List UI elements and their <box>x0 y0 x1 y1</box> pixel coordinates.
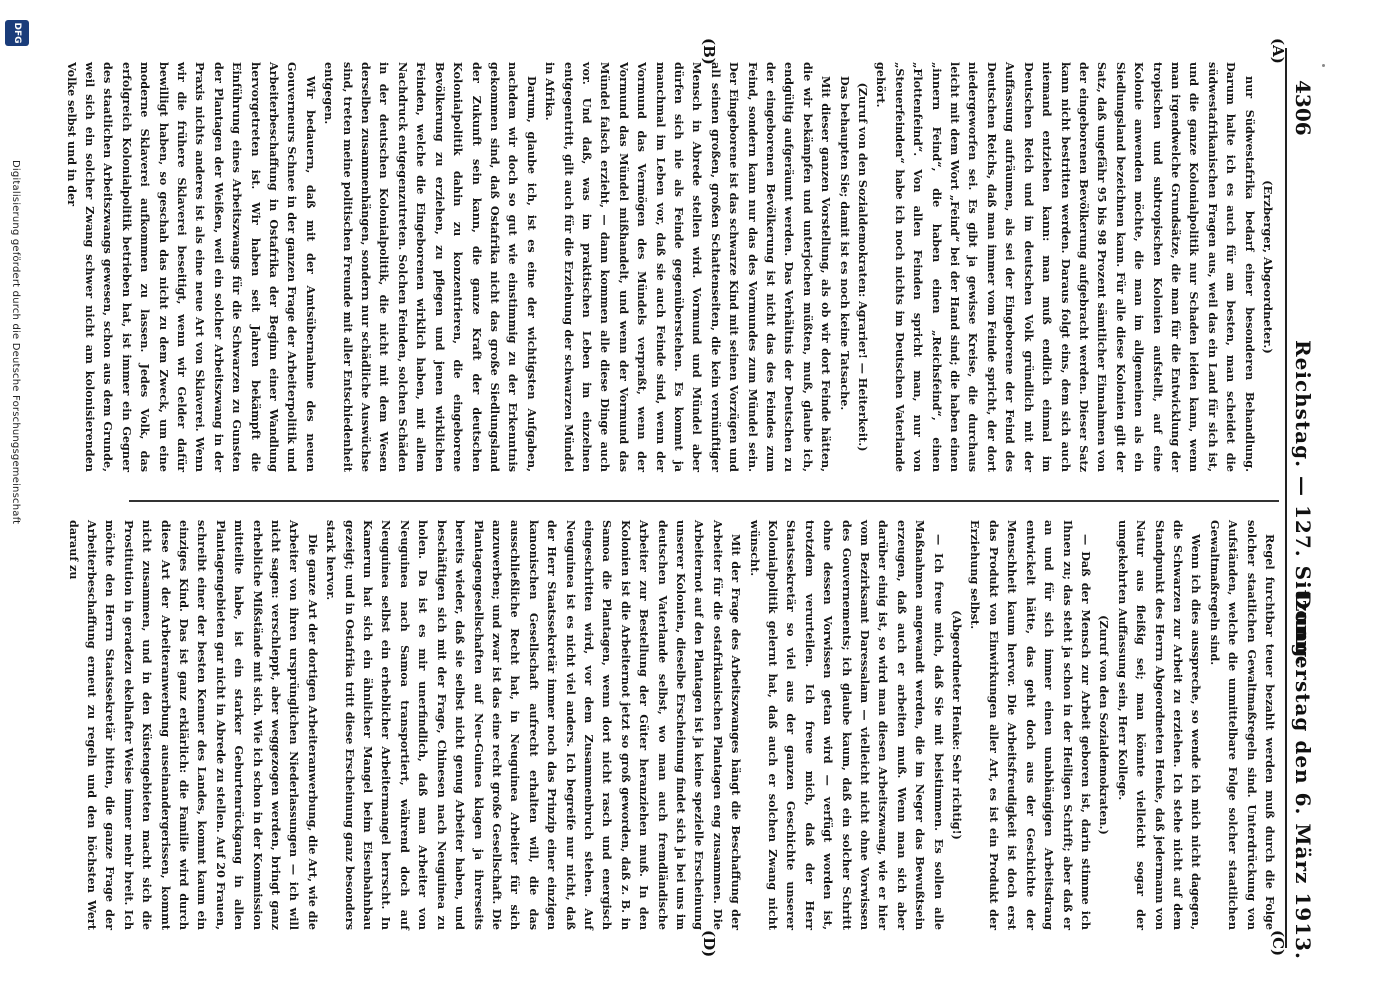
paragraph: Mit der Frage des Arbeitszwanges hängt die Beschaffung der Arbeiter für die ostafrikanischen Plantagen eng zusammen. Die Arbeiternot auf den Plantagen ist ja keine spezielle Erscheinung unserer Kolonien, dieselbe Erscheinung findet sich ja bei uns im deutschen Vaterlande selbst, wo man auch fremdländische Arbeiter zur Bestellung der Güter heranziehen muß. In den Kolonien ist die Arbeiternot jetzt so groß geworden, daß z. B. in Samoa die Plantagen, wenn dort nicht rasch und energisch eingeschritten wird, vor dem Zusammenbruch stehen. Auf Neuguinea ist es nicht viel anders. Ich begreife nur nicht, daß der Herr Staatssekretär immer noch das Prinzip einer einzigen kanonischen Gesellschaft aufrecht erhalten will, die das ausschließliche Recht hat, in Neuguinea Arbeiter für sich anzuwerben; und zwar ist das eine recht große Gesellschaft. Die Plantagengesellschaften auf Neu-Guinea klagen ja ihrerseits bereits wieder, daß sie selbst nicht genug Arbeiter haben, und beschäftigen sich mit der Frage, Chinesen nach Neuguinea zu holen. Da ist es mir unerfindlich, daß man Arbeiter von Neuguinea nach Samoa transportiert, während doch auf Neuguinea selbst ein erheblicher Arbeitermangel herrscht. In Kamerun hat sich ein ähnlicher Mangel beim Eisenbahnbau gezeigt; und in Ostafrika tritt diese Erscheinung ganz besonders stark hervor. <box>324 520 744 930</box>
digitization-credit: Digitalisierung gefördert durch die Deutsche Forschungsgemeinschaft <box>10 160 21 525</box>
margin-mark-b: (B) <box>700 38 718 65</box>
header-rule <box>1285 48 1287 948</box>
paragraph: Mit dieser ganzen Vorstellung, als ob wir dort Feinde hätten, die wir bekämpfen und unterjochen müßten, muß, glaube ich, endgültig aufgeräumt werden. Das Verhältnis der Deutschen zu der eingeborenen Bevölkerung ist nicht das des Feindes zum Feind, sondern kann nur das des Vormundes zum Mündel sein. Der Eingeborene ist das schwarze Kind mit seinen Vorzügen und all seinen großen, großen Schattenseiten, die kein vernünftiger Mensch in Abrede stellen wird. Vormund und Mündel aber dürfen sich nie als Feinde gegenüberstehen. Es kommt ja manchmal im Leben vor, daß sie auch Feinde sind, wenn der Vormund das Vermögen des Mündels verpraßt, wenn der Vormund das Mündel mißhandelt, und wenn der Vormund das Mündel falsch erzieht, — dann kommen alle diese Dinge auch vor. Und daß, was im praktischen Leben im einzelnen entgegentritt, gilt auch für die Erziehung der schwarzen Mündel in Afrika. <box>543 62 834 472</box>
margin-mark-d: (D) <box>700 930 718 958</box>
margin-mark-c: (C) <box>1269 930 1287 957</box>
page-header <box>1287 40 1323 960</box>
paragraph: — Daß der Mensch zur Arbeit geboren ist, darin stimme ich Ihnen zu; das steht ja schon in der Heiligen Schrift; aber daß er an und für sich immer einen unabhängigen Arbeitsdrang entwickelt hätte, das geht doch aus der Geschichte der Menschheit kaum hervor. Die Arbeitsfreudigkeit ist doch erst das Produkt von Einwirkungen aller Art, es ist ein Produkt der Erziehung selbst. <box>968 520 1093 930</box>
session-date: Donnerstag den 6. März 1913. <box>1291 591 1315 960</box>
paragraph: Die ganze Art der dortigen Arbeiteranwerbung, die Art, wie die Arbeiter von ihren ursprünglichen Niederlassungen — ich will nicht sagen: verschleppt, aber weggezogen werden, bringt ganz erhebliche Mißstände mit sich. Wie ich schon in der Kommission mitteilte habe, ist ein starker Geburtenrückgang in allen Plantagengebieten gar nicht in Abrede zu stellen. Auf 20 Frauen, schreibt einer der besten Kenner des Landes, kommt kaum ein einziges Kind. Das ist ganz erklärlich: die Familie wird durch diese Art der Arbeiteranwerbung auseinandergerissen, kommt nicht zusammen, und in den Küstengebieten macht sich die Prostitution in geradezu ekelhafter Weise immer mehr breit. Ich möchte den Herrn Staatssekretär bitten, die ganze Frage der Arbeiterbeschaffung erneut zu regeln und den höchsten Wert darauf zu <box>66 520 320 930</box>
dfg-logo: DFG <box>5 20 29 46</box>
paragraph: Das behaupten Sie; damit ist es noch keine Tatsache. <box>837 76 852 411</box>
right-column <box>66 520 1279 930</box>
paragraph: Darum, glaube ich, ist es eine der wichtigsten Aufgaben, nachdem wir doch so gut wie einstimmig zu der Erkenntnis gekommen sind, daß Ostafrika nicht das große Siedlungsland der Zukunft sein kann, die ganze Kraft der deutschen Kolonialpolitik dahin zu konzentrieren, die eingeborene Bevölkerung zu erziehen, zu pflegen und jenen wirklichen Feinden, welche die Eingeborenen wirklich haben, mit allem Nachdruck entgegenzutreten. Solchen Feinden, solchen Schäden in der deutschen Kolonialpolitik, die nicht mit dem Wesen derselben zusammenhängen, sondern nur schädliche Auswüchse sind, treten meine politischen Freunde mit aller Entschiedenheit entgegen. <box>322 62 539 472</box>
paragraph: (Zuruf von den Sozialdemokraten: Agrarier! — Heiterkeit.) <box>856 82 871 452</box>
margin-mark-a: (A) <box>1269 38 1287 64</box>
paragraph: — Ich freue mich, daß Sie mit beistimmen. Es sollen alle Maßnahmen angewandt werden, die im Neger das Bewußtsein erzeugen, daß auch er arbeiten muß. Wenn man sich aber darüber einig ist, so wird man diesen Arbeitszwang, wie er hier vom Bezirksamt Daressalam — vielleicht nicht ohne Vorwissen des Gouvernements; ich glaube kaum, daß ein solcher Schritt ohne dessen Vorwissen getan wird — verfügt worden ist, trotzdem verurteilen. Ich freue mich, daß der Herr Staatssekretär so viel aus der ganzen Geschichte unserer Kolonialpolitik gelernt hat, daß auch er solchen Zwang nicht wünscht. <box>747 520 946 930</box>
paragraph: Wenn ich dies ausspreche, so wende ich mich nicht dagegen, die Schwarzen zur Arbeit zu erziehen. Ich stehe nicht auf dem Standpunkt des Herrn Abgeordneten Henke, daß jedermann von Natur aus fleißig sei; man könnte vielleicht sogar der umgekehrten Auffassung sein, Herr Kollege. <box>1115 520 1204 930</box>
page-number: 4306 <box>1291 80 1315 136</box>
paragraph: (Zuruf von den Sozialdemokraten.) <box>1097 615 1112 835</box>
left-column <box>64 62 1279 472</box>
paragraph: Regel furchtbar teuer bezahlt werden muß durch die Folge solcher staatlichen Gewaltmaßregeln sind. Unterdrückung von Aufständen, welche die unmittelbare Folge solcher staatlichen Gewaltmaßregeln sind. <box>1207 520 1277 930</box>
column-divider <box>129 500 1279 502</box>
paragraph: nur Südwestafrika bedarf einer besonderen Behandlung. Darum halte ich es auch für am besten, man scheidet die südwestafrikanischen Fragen aus, weil das ein Land für sich ist, und die ganze Kolonialpolitik nur Schaden leiden kann, wenn man irgendwelche Grundsätze, die man für die Entwicklung der tropischen und subtropischen Kolonien aufstellt, auf eine Kolonie anwenden möchte, die man im allgemeinen als ein Siedlungsland bezeichnen kann. Für alle diese Kolonien gilt der Satz, daß ungefähr 95 bis 98 Prozent sämtlicher Einnahmen von der eingeborenen Bevölkerung aufgebracht werden. Dieser Satz kann nicht bestritten werden. Daraus folgt eins, dem sich auch niemand entziehen kann: man muß endlich einmal im Deutschen Reich und im deutschen Volk gründlich mit der Auffassung aufräumen, als sei der Eingeborene der Feind des Deutschen Reichs, daß man immer vom Feinde spricht, der dort niedergeworfen sei. Es gibt ja gewisse Kreise, die durchaus leicht mit dem Wort „Feind“ bei der Hand sind; die haben einen „innern Feind“, die haben einen „Reichsfeind“, einen „Flottenfeind“. Von allen Feinden spricht man, nur von „Steuerfeinden“ habe ich noch nichts im Deutschen Vaterlande gehört. <box>874 62 1257 472</box>
paragraph: (Abgeordneter Henke: Sehr richtig!) <box>950 610 965 840</box>
session-title: Reichstag. — 127. Sitzung. <box>1291 340 1315 667</box>
paragraph: Wir bedauern, daß mit der Amtsübernahme des neuen Gouverneurs Schnee in der ganzen Frage der Arbeiterpolitik und Arbeiterbeschaffung in Ostafrika der Beginn einer Wandlung hervorgetreten ist. Wir haben seit Jahren bekämpft die Einführung eines Arbeitszwangs für die Schwarzen zu Gunsten der Plantagen der Weißen, weil ein solcher Arbeitszwang in der Praxis nichts anderes ist als eine neue Art von Sklaverei. Wenn wir die frühere Sklaverei beseitigt, wenn wir Gelder dafür bewilligt haben, so geschah das nicht zu dem Zweck, um eine moderne Sklaverei aufkommen zu lassen. Jedes Volk, das erfolgreich Kolonialpolitik betrieben hat, ist immer ein Gegner des staatlichen Arbeitszwangs gewesen, schon aus dem Grunde, weil sich ein solcher Zwang schwer nicht am kolonisierenden Volke selbst und in der <box>64 62 318 472</box>
speaker-line: (Erzberger, Abgeordneter.) <box>1261 180 1275 354</box>
